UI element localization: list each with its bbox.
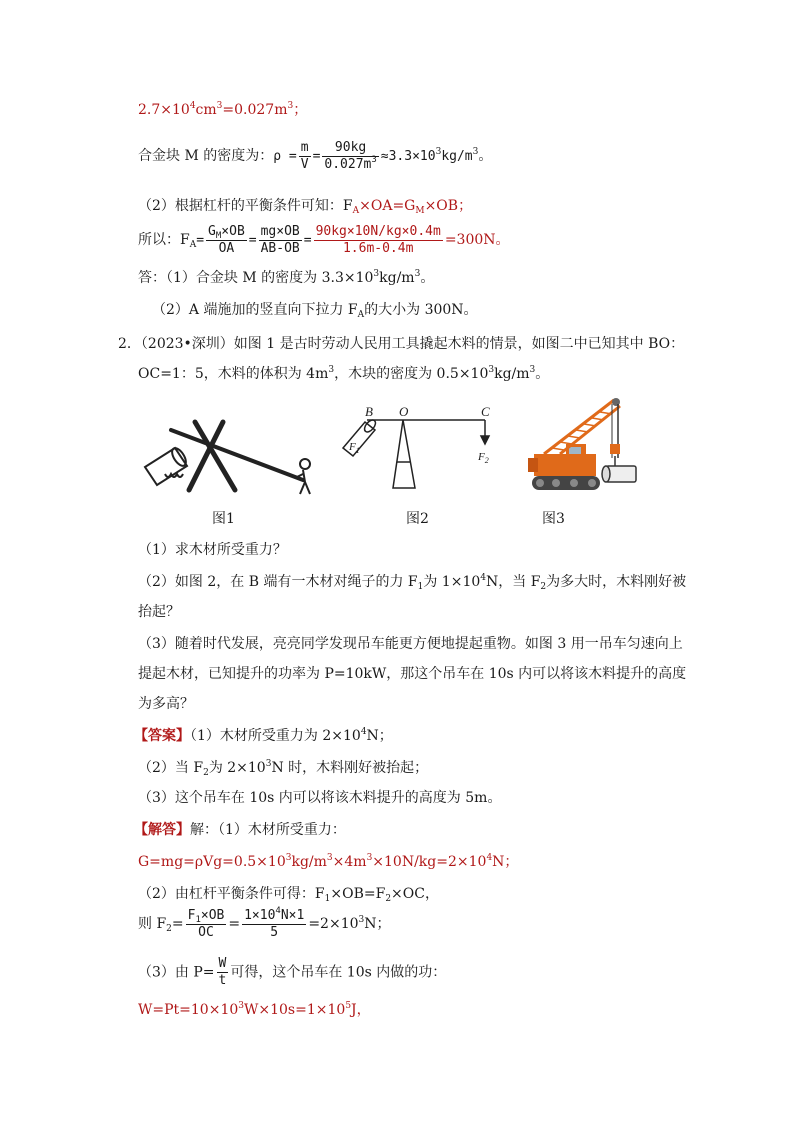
figure-1-illustration: [135, 412, 325, 502]
fraction-gm-ob-over-oa: $\frac{G_M\times OB}{OA}$: [208, 223, 245, 256]
solution-label: 【解答】: [134, 822, 190, 838]
figure-1-caption: 图1: [212, 511, 235, 527]
solution-lever-condition: （2）由杠杆平衡条件可得：$F_1\times OB=F_2\times OC$，: [138, 886, 439, 904]
figure-2-caption: 图2: [406, 511, 429, 527]
question-2-line-1: （2）如图 2，在 B 端有一木材对绳子的力 $F_1$为 $1\times 10^4N$，当 $F_2$为多大时，木料刚好被: [138, 573, 687, 592]
question-1: （1）求木材所受重力？: [138, 542, 287, 558]
answer-3: （3）这个吊车在 10s 内可以将该木料提升的高度为 5m。: [138, 790, 502, 806]
fig2-label-o: O: [399, 404, 409, 419]
answer-2: （2）当 $F_2$为 $2\times 10^3N$ 时，木料刚好被抬起；: [138, 759, 429, 778]
figure-3-caption: 图3: [542, 511, 565, 527]
fig2-label-b: B: [365, 404, 373, 419]
fig2-label-f2: $F_2$: [478, 451, 489, 465]
fraction-numeric-f2: $\frac{1\times 10^4N\times 1}{5}$: [244, 905, 305, 940]
fig2-label-c: C: [481, 404, 490, 419]
fraction-w-over-t: $\frac{W}{t}$: [218, 956, 227, 988]
question-2-line-2: 抬起？: [138, 604, 180, 620]
fraction-numeric-force-a: $\frac{90kg\times 10N/kg\times 0.4m}{1.6m-0.4m}$: [315, 223, 441, 256]
problem-2-line-1: 2．（2023•深圳）如图 1 是古时劳动人民用工具撬起木料的情景，如图二中已知其中 BO：: [118, 336, 685, 352]
solution-gravity-calc: $G=mg=\rho Vg=0.5\times 10^3kg/m^3\times 4m^3\times 10N/kg=2\times 10^4N$；: [138, 853, 519, 870]
fraction-mg-ob: $\frac{mg\times OB}{AB-OB}$: [260, 223, 300, 256]
answer-density: 答：（1）合金块 M 的密度为 $3.3\times 10^3kg/m^3$。: [138, 269, 435, 286]
fraction-f1-ob-over-oc: $\frac{F_1\times OB}{OC}$: [187, 907, 225, 940]
problem-2-line-2: OC=1：5，木料的体积为 $4m^3$，木块的密度为 $0.5\times 10^3kg/m^3$。: [138, 365, 550, 382]
figure-3-crane-illustration: [522, 392, 642, 498]
figure-2-lever-diagram: [335, 402, 505, 504]
fraction-m-over-v: $\frac{m}{V}$: [300, 139, 309, 172]
solution-f2-calc: 则 $F_2=$ $\frac{F_1\times OB}{OC}$ = $\frac{1\times 10^4N\times 1}{5}$ $=2\times 10^3N$；: [138, 905, 391, 940]
fraction-mass-over-volume: $\frac{90kg}{0.027m^3}$: [324, 139, 377, 172]
solution-work-calc: $W=Pt=10\times 10^3W\times 10s=1\times 10^5J$，: [138, 1001, 371, 1018]
force-a-calc-line: 所以：$F_A=$ $\frac{G_M\times OB}{OA}$ = $\frac{mg\times OB}{AB-OB}$ = $\frac{90kg\times 10N/kg\times 0.4m}{1.6m-0.4m}$ =300N。: [138, 223, 510, 256]
density-line: 合金块 M 的密度为：ρ = $\frac{m}{V}$ = $\frac{90kg}{0.027m^3}$ $\approx 3.3\times 10^3kg/m^3$。: [138, 139, 493, 172]
question-3-line-3: 为多高？: [138, 696, 194, 712]
question-3-line-1: （3）随着时代发展，亮亮同学发现吊车能更方便地提起重物。如图 3 用一吊车匀速向上: [138, 636, 683, 652]
answer-label: 【答案】: [134, 728, 190, 744]
answer-1: 【答案】（1）木材所受重力为 $2\times 10^4N$；: [134, 727, 393, 744]
answer-force-a: （2）A 端施加的竖直向下拉力 $F_A$的大小为 300N。: [152, 302, 478, 320]
volume-line: $2.7\times 10^4cm^3=0.027m^3$；: [138, 101, 308, 118]
solution-1: 【解答】解：（1）木材所受重力：: [134, 822, 346, 838]
fig2-label-f1: $F_1$: [349, 441, 360, 455]
solution-power-line: （3）由 P= $\frac{W}{t}$ 可得，这个吊车在 10s 内做的功：: [138, 956, 447, 988]
lever-condition-line: （2）根据杠杆的平衡条件可知：$F_A\times OA=G_M\times OB$；: [138, 198, 473, 216]
question-3-line-2: 提起木材，已知提升的功率为 P=10kW，那这个吊车在 10s 内可以将该木料提升的高度: [138, 666, 687, 682]
